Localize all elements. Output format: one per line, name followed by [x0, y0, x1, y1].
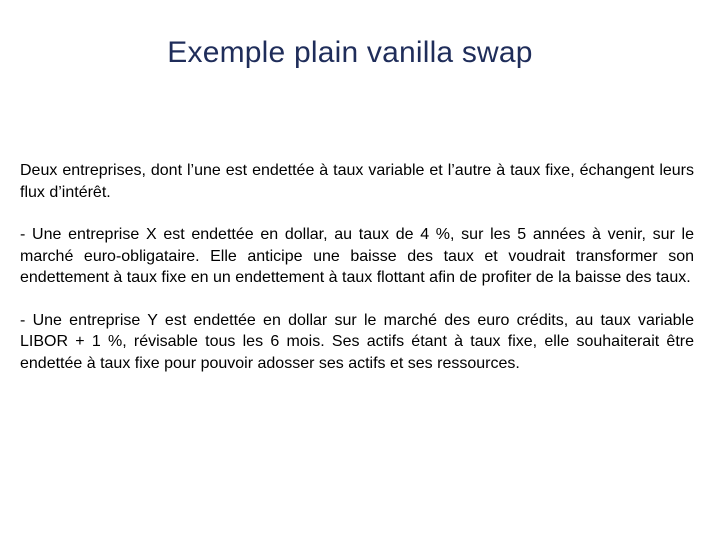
paragraph-company-y: - Une entreprise Y est endettée en dollar sur le marché des euro crédits, au taux variable LIBOR + 1 %, révisable tous les 6 mois. Ses actifs étant à taux fixe, elle souhaiterait être endettée à taux fixe pour pouvoir adosser ses actifs et ses ressources. — [20, 311, 694, 372]
paragraph-company-x: - Une entreprise X est endettée en dollar, au taux de 4 %, sur les 5 années à venir, sur le marché euro-obligataire. Elle anticipe une baisse des taux et voudrait transformer son endettement à taux fixe en un endettement à taux flottant afin de profiter de la baisse des taux. — [20, 226, 694, 286]
slide-title: Exemple plain vanilla swap — [167, 36, 533, 69]
paragraph-intro: Deux entreprises, dont l’une est endettée à taux variable et l’autre à taux fixe, échangent leurs flux d’intérêt. — [20, 162, 694, 201]
slide-body — [20, 160, 694, 395]
